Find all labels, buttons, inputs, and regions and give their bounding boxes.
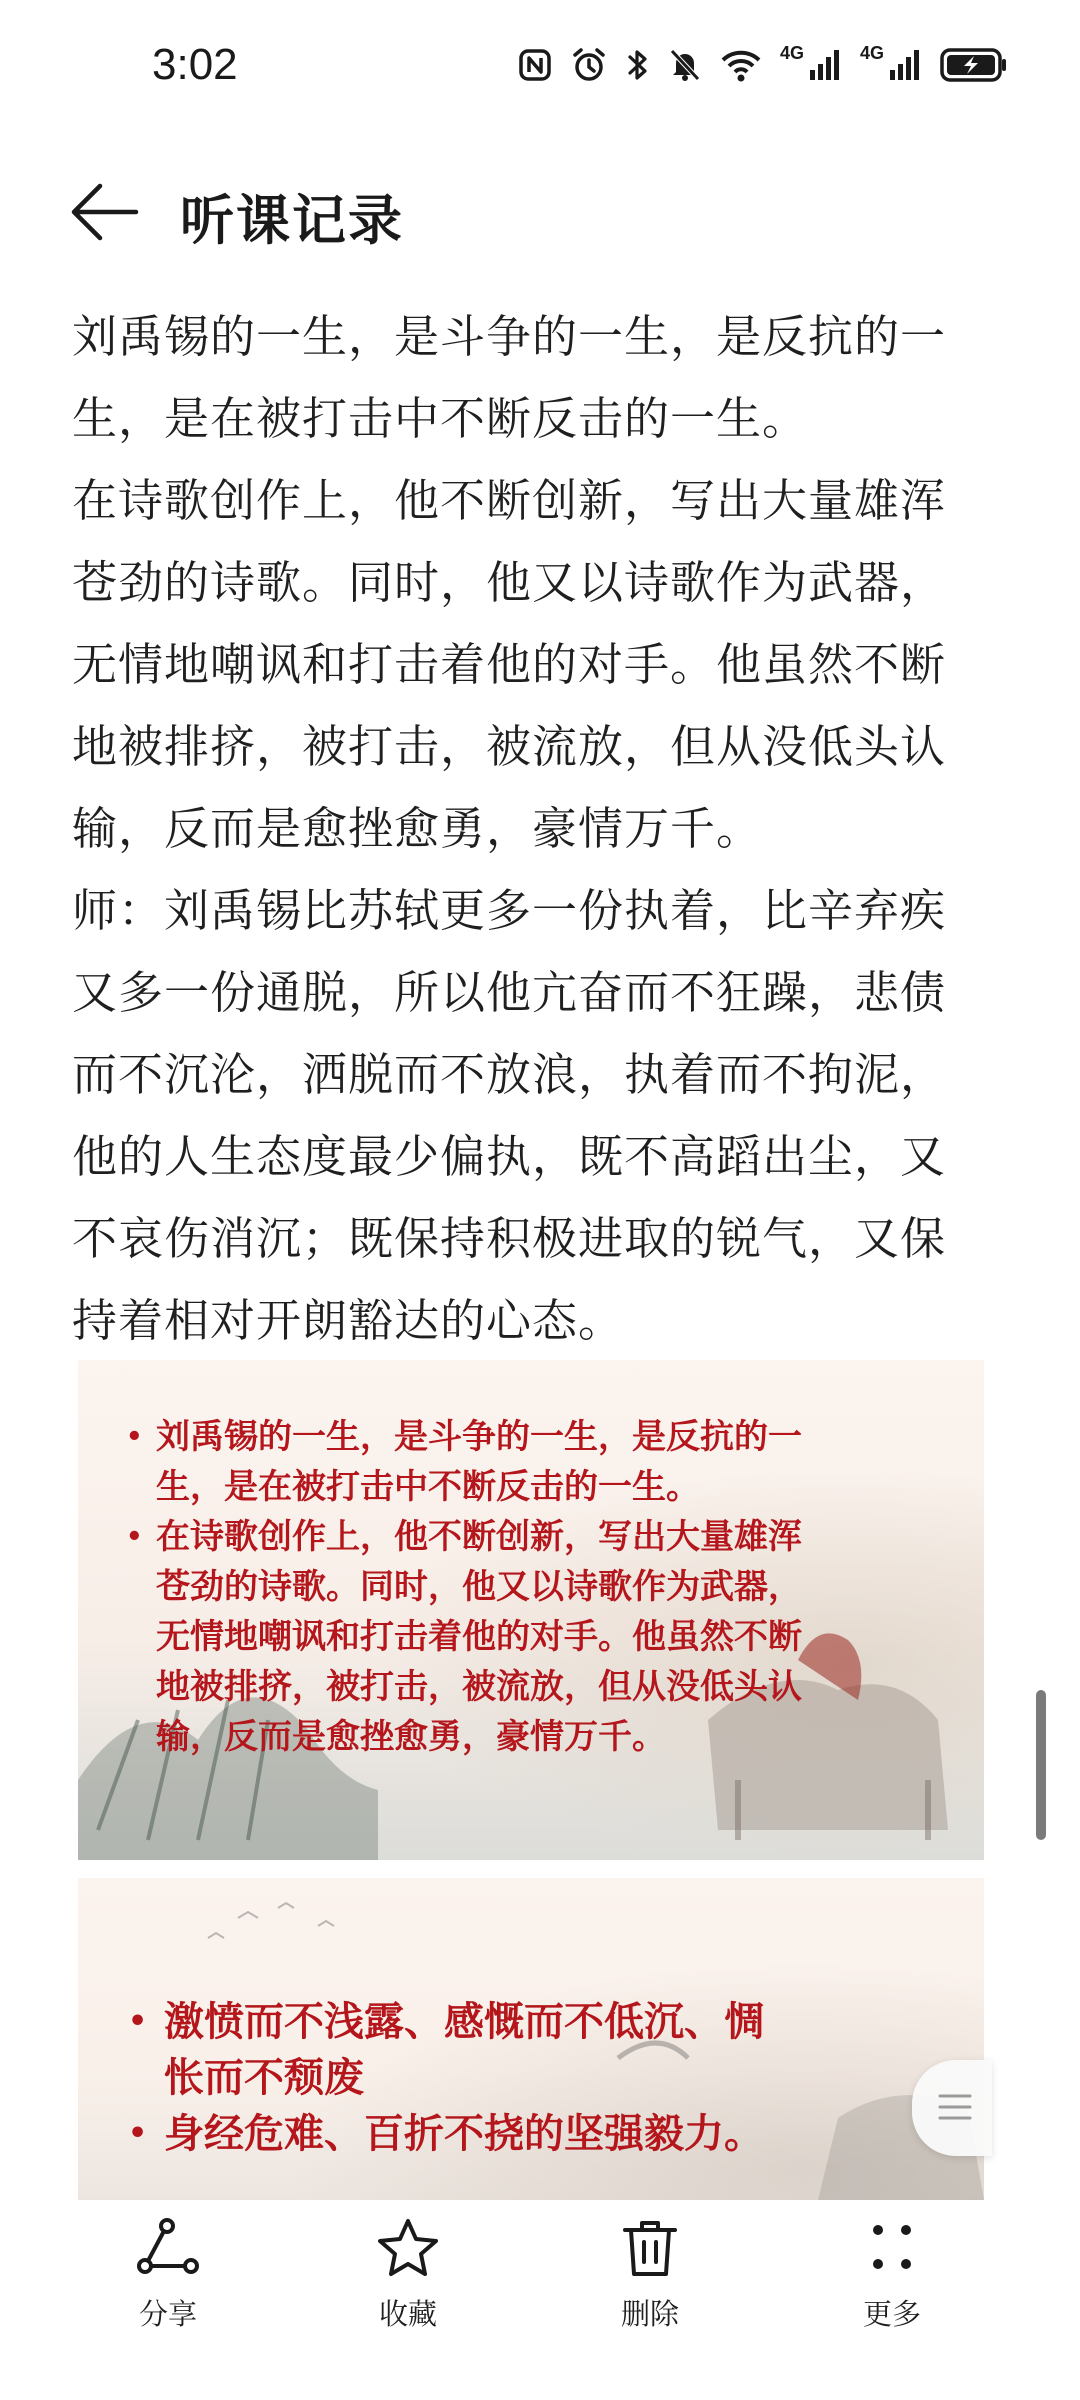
floating-menu-button[interactable]	[912, 2060, 992, 2156]
back-arrow-icon	[66, 180, 142, 244]
slide-line: 在诗歌创作上，他不断创新，写出大量雄浑	[156, 1517, 802, 1557]
note-line: 他的人生态度最少偏执，既不高蹈出尘，又	[72, 1130, 947, 1183]
note-line: 师：刘禹锡比苏轼更多一份执着，比辛弃疾	[72, 884, 947, 937]
note-body[interactable]	[72, 296, 1002, 1362]
slide-line: 无情地嘲讽和打击着他的对手。他虽然不断	[156, 1617, 802, 1657]
alarm-icon	[570, 46, 608, 84]
nfc-icon	[518, 48, 552, 82]
status-icons	[518, 42, 1008, 84]
more-dots-icon	[857, 2216, 927, 2280]
slide-line: 刘禹锡的一生，是斗争的一生，是反抗的一	[156, 1417, 802, 1457]
status-time: 3:02	[152, 40, 238, 89]
slide-line: 身经危难、百折不挠的坚强毅力。	[164, 2110, 764, 2157]
bullet-dot: •	[126, 1422, 143, 1452]
favorite-label: 收藏	[378, 2297, 437, 2331]
star-icon	[373, 2216, 443, 2280]
note-line: 输，反而是愈挫愈勇，豪情万千。	[72, 802, 763, 855]
trash-icon	[615, 2216, 685, 2280]
note-line: 苍劲的诗歌。同时，他又以诗歌作为武器，	[72, 556, 947, 609]
more-button[interactable]	[832, 2216, 952, 2356]
share-label: 分享	[138, 2297, 197, 2331]
bullet-dot: •	[128, 2116, 148, 2151]
favorite-button[interactable]	[348, 2216, 468, 2356]
slide-line: 输，反而是愈挫愈勇，豪情万千。	[156, 1717, 666, 1757]
bottom-toolbar	[0, 2200, 1080, 2400]
slide-1-text	[126, 1412, 802, 1762]
battery-charging-icon	[940, 47, 1008, 83]
back-button[interactable]	[66, 180, 142, 244]
delete-button[interactable]	[590, 2216, 710, 2356]
wifi-icon	[720, 48, 762, 82]
note-line: 持着相对开朗豁达的心态。	[72, 1294, 625, 1347]
note-line: 无情地嘲讽和打击着他的对手。他虽然不断	[72, 638, 947, 691]
bullet-dot: •	[126, 1522, 143, 1552]
menu-lines-icon	[938, 2092, 972, 2122]
signal-icon	[808, 48, 842, 82]
slide-2-text	[128, 1994, 764, 2162]
more-label: 更多	[862, 2297, 921, 2331]
share-icon	[133, 2216, 203, 2280]
mute-icon	[668, 47, 702, 83]
note-line: 刘禹锡的一生，是斗争的一生，是反抗的一	[72, 310, 947, 363]
scrollbar-thumb[interactable]	[1036, 1690, 1046, 1840]
bullet-dot: •	[128, 2004, 148, 2039]
slide-line: 激愤而不浅露、感慨而不低沉、惆	[164, 1998, 764, 2045]
note-line: 而不沉沦，洒脱而不放浪，执着而不拘泥，	[72, 1048, 947, 1101]
slide-divider	[78, 1860, 984, 1878]
slide-image-2[interactable]	[78, 1878, 984, 2200]
status-bar	[0, 0, 1080, 150]
slide-image-1[interactable]	[78, 1360, 984, 1860]
note-line: 不哀伤消沉；既保持积极进取的锐气，又保	[72, 1212, 947, 1265]
network-type-2: 4G	[859, 42, 884, 63]
note-line: 在诗歌创作上，他不断创新，写出大量雄浑	[72, 474, 947, 527]
note-line: 地被排挤，被打击，被流放，但从没低头认	[72, 720, 947, 773]
slide-line: 生，是在被打击中不断反击的一生。	[156, 1467, 700, 1507]
page-title: 听课记录	[180, 189, 404, 252]
signal-icon	[888, 48, 922, 82]
slide-line: 怅而不颓废	[164, 2054, 364, 2101]
slide-line: 地被排挤，被打击，被流放，但从没低头认	[156, 1667, 802, 1707]
note-line: 又多一份通脱，所以他亢奋而不狂躁，悲债	[72, 966, 947, 1019]
network-type-1: 4G	[779, 42, 804, 63]
share-button[interactable]	[108, 2216, 228, 2356]
note-line: 生，是在被打击中不断反击的一生。	[72, 392, 809, 445]
delete-label: 删除	[620, 2297, 679, 2331]
bluetooth-icon	[626, 47, 650, 83]
header	[0, 150, 1080, 270]
slide-line: 苍劲的诗歌。同时，他又以诗歌作为武器，	[156, 1567, 802, 1607]
